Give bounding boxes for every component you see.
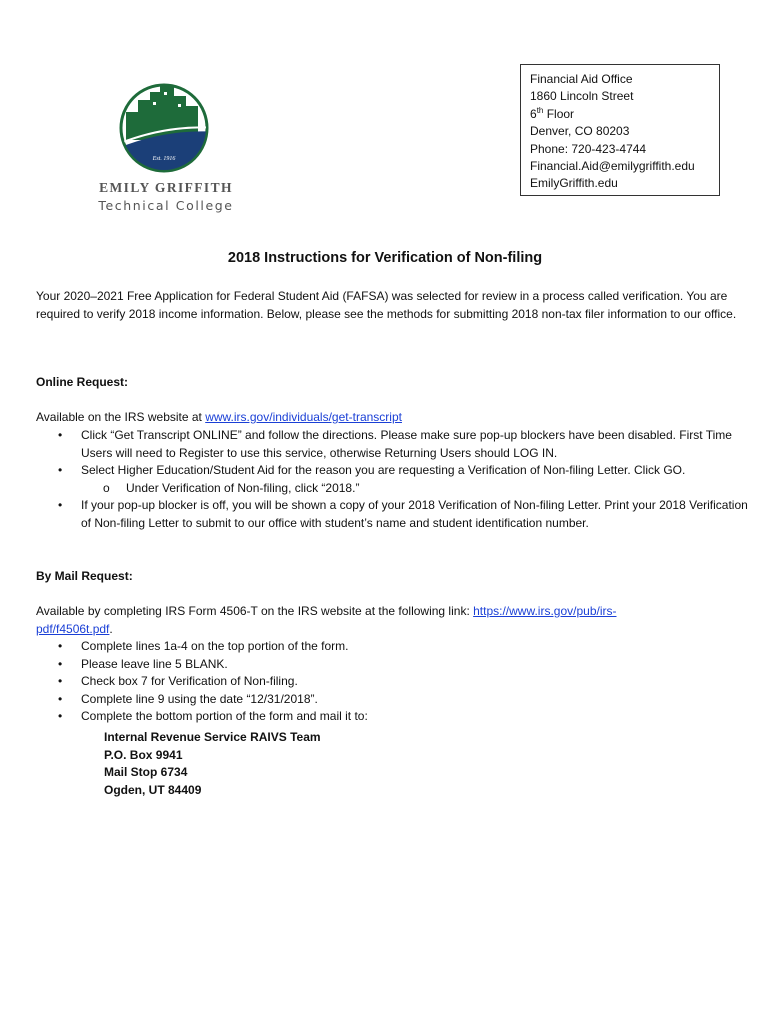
list-item: • Select Higher Education/Student Aid for the reason you are requesting a Verification of Non-filing Letter. Click GO. o Under Verification of Non-filing, click “2018.” [36, 462, 748, 497]
logo-subtitle: Technical College [98, 198, 234, 213]
list-item: • Click “Get Transcript ONLINE” and follow the directions. Please make sure pop-up blockers have been disabled. First Time Users will need to Register to use this service, otherwise Returning Users should LOG IN. [36, 427, 748, 462]
address-website: EmilyGriffith.edu [530, 176, 618, 191]
address-line-office: Financial Aid Office [530, 72, 633, 86]
irs-form-link[interactable]: https://www.irs.gov/pub/irs-pdf/f4506t.pdf [36, 604, 617, 636]
address-line-floor: 6th Floor [530, 105, 575, 121]
list-item: • Check box 7 for Verification of Non-filing. [36, 673, 748, 691]
mail-address-line: Internal Revenue Service RAIVS Team [104, 730, 321, 744]
list-item: • Complete line 9 using the date “12/31/2018”. [36, 691, 748, 709]
list-item: • Please leave line 5 BLANK. [36, 656, 748, 674]
irs-mailing-address [104, 729, 321, 799]
mail-available-text: Available by completing IRS Form 4506-T on the IRS website at the following link: https://www.irs.gov/pub/irs-pdf/f4506t.pdf. [36, 604, 617, 636]
address-box [520, 64, 720, 196]
mail-address-line: P.O. Box 9941 [104, 747, 183, 762]
address-line-street: 1860 Lincoln Street [530, 89, 634, 104]
logo-name: EMILY GRIFFITH [99, 180, 233, 195]
mail-request-heading: By Mail Request: [36, 569, 133, 583]
address-email: Financial.Aid@emilygriffith.edu [530, 159, 695, 174]
mail-address-line: Ogden, UT 84409 [104, 782, 202, 797]
online-available-text: Available on the IRS website at www.irs.gov/individuals/get-transcript [36, 410, 402, 424]
sub-list-item: o Under Verification of Non-filing, click “2018.” [81, 480, 748, 498]
intro-paragraph: Your 2020–2021 Free Application for Federal Student Aid (FAFSA) was selected for review in a process called verification. You are required to verify 2018 income information. Below, please see the methods for submitting 2018 non-tax filer information to our office. [36, 289, 737, 321]
list-item: • If your pop-up blocker is off, you will be shown a copy of your 2018 Verification of Non-filing Letter. Print your 2018 Verification of Non-filing Letter to submit to our office with student’s name and student identification number. [36, 497, 748, 532]
list-item: • Complete the bottom portion of the form and mail it to: [36, 708, 748, 726]
sub-list [81, 480, 748, 498]
list-item: • Complete lines 1a-4 on the top portion of the form. [36, 638, 748, 656]
address-line-city: Denver, CO 80203 [530, 124, 630, 139]
mail-address-line: Mail Stop 6734 [104, 765, 188, 780]
page-title: 2018 Instructions for Verification of Non-filing [227, 250, 543, 266]
online-steps-list [36, 427, 748, 533]
logo-seal-text: Est. 1916 [152, 156, 176, 162]
mail-steps-list [36, 638, 748, 726]
irs-transcript-link[interactable]: www.irs.gov/individuals/get-transcript [205, 410, 402, 424]
online-request-heading: Online Request: [36, 375, 129, 389]
address-phone: Phone: 720-423-4744 [530, 141, 647, 156]
